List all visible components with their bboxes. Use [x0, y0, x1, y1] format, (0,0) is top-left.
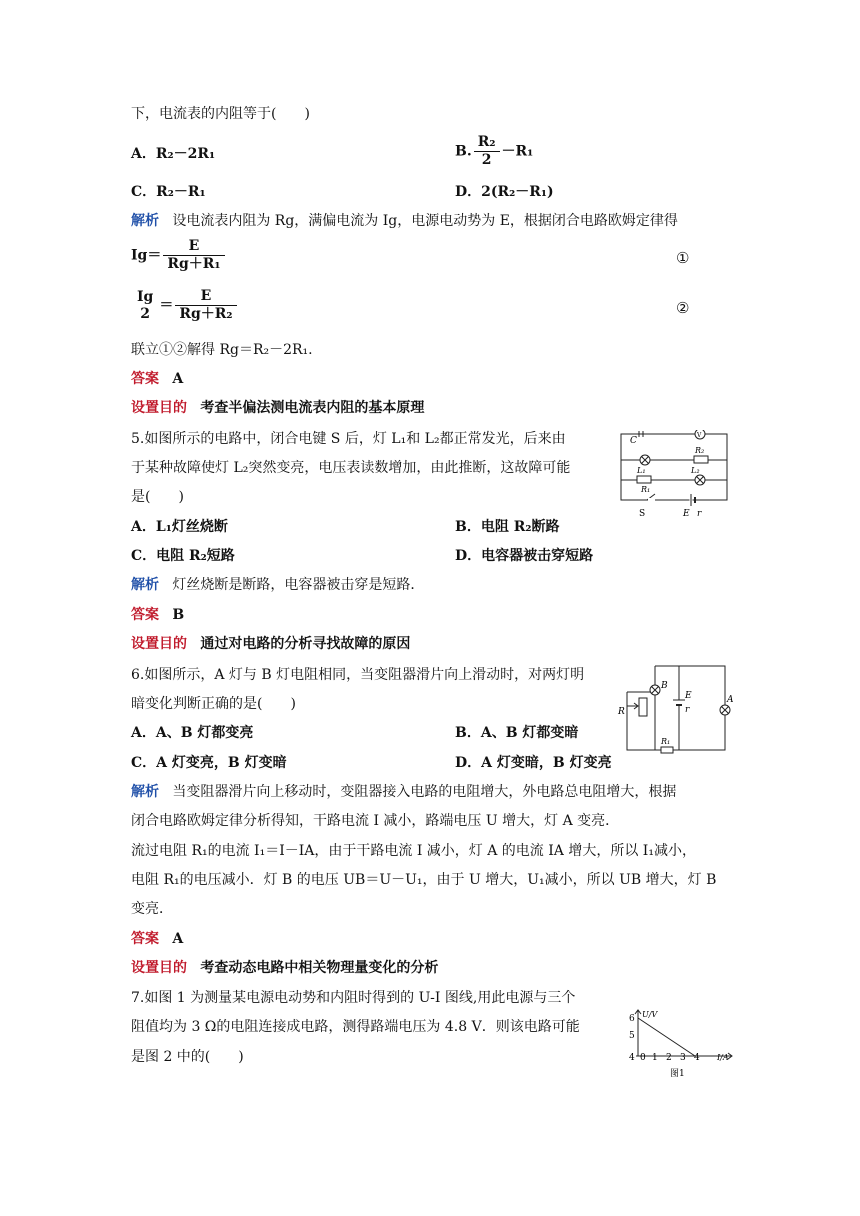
- fig6-label-r-int: r: [685, 705, 690, 715]
- q5-option-d: D．电容器被击穿短路: [455, 548, 594, 564]
- q6-purpose: [131, 958, 438, 978]
- fig5-label-l1: L₁: [637, 466, 646, 475]
- q6-option-a: A．A、B 灯都变亮: [131, 725, 254, 741]
- fig5-label-s: S: [639, 509, 646, 519]
- fig7-x-tick-3: 3: [680, 1053, 686, 1063]
- q4-option-b-tail: －R₁: [501, 143, 534, 160]
- q6-analysis-line-3: 流过电阻 R₁的电流 I₁＝I－IA，由于干路电流 I 减小，灯 A 的电流 IA 增大，所以 I₁减小，: [131, 843, 696, 859]
- answer-label: 答案: [131, 607, 159, 623]
- analysis-label: 解析: [131, 784, 159, 800]
- fig6-label-r: R: [618, 707, 625, 717]
- fig7-y-tick-6: 6: [629, 1014, 635, 1024]
- answer-value: A: [172, 371, 184, 387]
- q6-stem-line-1: 6.如图所示，A 灯与 B 灯电阻相同，当变阻器滑片向上滑动时，对两灯明: [131, 667, 585, 683]
- fig5-label-v: V: [697, 432, 702, 439]
- fig7-x-tick-4: 4: [694, 1053, 700, 1063]
- q5-circuit-diagram: [617, 430, 733, 520]
- q5-option-c: C．电阻 R₂短路: [131, 548, 235, 564]
- eq2-left-fraction: [133, 289, 157, 323]
- q4-purpose: [131, 398, 424, 418]
- q6-stem-line-2: 暗变化判断正确的是( ): [131, 696, 296, 712]
- fig6-label-e: E: [685, 691, 692, 701]
- q5-purpose: [131, 634, 410, 654]
- answer-label: 答案: [131, 371, 159, 387]
- eq2-num: E: [175, 288, 236, 306]
- eq2-left-num: Ig: [137, 288, 154, 305]
- purpose-label: 设置目的: [131, 960, 187, 976]
- analysis-label: 解析: [131, 213, 159, 229]
- fig5-label-r: r: [697, 509, 702, 519]
- eq1-fraction: [163, 238, 224, 273]
- q6-answer: [131, 929, 183, 949]
- answer-value: A: [172, 931, 184, 947]
- q7-stem-line-2: 阻值均为 3 Ω的电阻连接成电路，测得路端电压为 4.8 V．则该电路可能: [131, 1019, 580, 1035]
- q5-option-a: A．L₁灯丝烧断: [131, 519, 228, 535]
- purpose-label: 设置目的: [131, 636, 187, 652]
- q5-analysis: [131, 575, 424, 595]
- q6-option-b: B．A、B 灯都变暗: [455, 725, 579, 741]
- fig7-x-tick-1: 1: [652, 1053, 658, 1063]
- q6-analysis-line-2: 闭合电路欧姆定律分析得知，干路电流 I 减小，路端电压 U 增大，灯 A 变亮．: [131, 813, 620, 829]
- fig5-label-c: C: [630, 436, 637, 446]
- answer-label: 答案: [131, 931, 159, 947]
- fig7-x-tick-0: 0: [640, 1053, 646, 1063]
- q7-ui-graph: [620, 1008, 740, 1082]
- fig7-x-label: I/A: [717, 1053, 729, 1062]
- analysis-text: 设电流表内阻为 Rg，满偏电流为 Ig，电源电动势为 E，根据闭合电路欧姆定律得: [172, 213, 678, 229]
- purpose-text: 考查动态电路中相关物理量变化的分析: [200, 960, 439, 976]
- q4-eq1-tag: ①: [676, 249, 690, 267]
- purpose-text: 通过对电路的分析寻找故障的原因: [200, 636, 411, 652]
- eq1-left: Ig＝: [131, 247, 162, 264]
- q4-option-b-num: R₂: [474, 134, 500, 152]
- purpose-label: 设置目的: [131, 400, 187, 416]
- analysis-label: 解析: [131, 577, 159, 593]
- analysis-text: 灯丝烧断是断路，电容器被击穿是短路．: [172, 577, 425, 593]
- fig6-label-r1: R₁: [661, 737, 671, 746]
- q5-answer: [131, 605, 184, 625]
- q4-analysis: [131, 211, 678, 231]
- fig5-label-r1: R₁: [641, 485, 651, 494]
- q6-option-d: D．A 灯变暗，B 灯变亮: [455, 755, 612, 771]
- q4-option-b-den: 2: [481, 152, 492, 168]
- fig7-x-tick-2: 2: [666, 1053, 672, 1063]
- fig7-y-label: U/V: [642, 1010, 658, 1019]
- answer-value: B: [172, 607, 185, 623]
- q4-option-d: D．2(R₂－R₁): [455, 184, 554, 200]
- analysis-text: 当变阻器滑片向上移动时，变阻器接入电路的电阻增大，外电路总电阻增大，根据: [172, 784, 677, 800]
- purpose-text: 考查半偏法测电流表内阻的基本原理: [200, 400, 425, 416]
- eq1-num: E: [163, 238, 224, 256]
- fig5-label-r2: R₂: [695, 446, 705, 455]
- q5-option-b: B．电阻 R₂断路: [455, 519, 560, 535]
- q4-equation-1: [131, 238, 227, 273]
- eq2-eq: ＝: [159, 297, 174, 314]
- q6-analysis-line-4: 电阻 R₁的电压减小．灯 B 的电压 UB＝U－U₁，由于 U 增大，U₁减小，所以 UB 增大，灯 B: [131, 872, 717, 888]
- q4-stem-tail: 下，电流表的内阻等于( ): [131, 106, 310, 122]
- eq1-den: Rg＋R₁: [167, 256, 221, 272]
- q4-equation-2: [131, 288, 239, 323]
- fig7-y-tick-4: 4: [629, 1053, 635, 1063]
- q4-eq2-tag: ②: [676, 299, 690, 317]
- q7-stem-line-3: 是图 2 中的( ): [131, 1049, 244, 1065]
- q6-analysis-line-5: 变亮．: [131, 901, 173, 917]
- q5-stem-line-1: 5.如图所示的电路中，闭合电键 S 后，灯 L₁和 L₂都正常发光，后来由: [131, 431, 566, 447]
- q4-option-b-letter: B.: [455, 143, 472, 160]
- fig7-caption: 图1: [670, 1069, 685, 1079]
- fig6-label-b: B: [661, 681, 668, 691]
- fig7-y-tick-5: 5: [629, 1031, 635, 1041]
- q4-option-c: C．R₂－R₁: [131, 184, 206, 200]
- eq2-left-den: 2: [140, 305, 151, 322]
- eq2-den: Rg＋R₂: [179, 306, 233, 322]
- q7-stem-line-1: 7.如图 1 为测量某电源电动势和内阻时得到的 U-I 图线,用此电源与三个: [131, 990, 576, 1006]
- q5-stem-line-2: 于某种故障使灯 L₂突然变亮，电压表读数增加，由此推断，这故障可能: [131, 460, 571, 476]
- q5-stem-line-3: 是( ): [131, 489, 184, 505]
- fig5-label-e: E: [683, 509, 690, 519]
- q6-analysis-line-1: [131, 782, 676, 802]
- q4-option-b: [455, 134, 533, 169]
- q4-option-b-fraction: [474, 134, 500, 169]
- eq2-fraction: [175, 288, 236, 323]
- q6-option-c: C．A 灯变亮，B 灯变暗: [131, 755, 287, 771]
- q4-option-a: A．R₂－2R₁: [131, 146, 216, 162]
- q6-circuit-diagram: [617, 662, 735, 756]
- q4-conclusion: 联立①②解得 Rg＝R₂－2R₁.: [131, 342, 313, 358]
- fig5-label-l2: L₂: [691, 466, 700, 475]
- q4-answer: [131, 369, 183, 389]
- fig6-label-a: A: [727, 695, 734, 705]
